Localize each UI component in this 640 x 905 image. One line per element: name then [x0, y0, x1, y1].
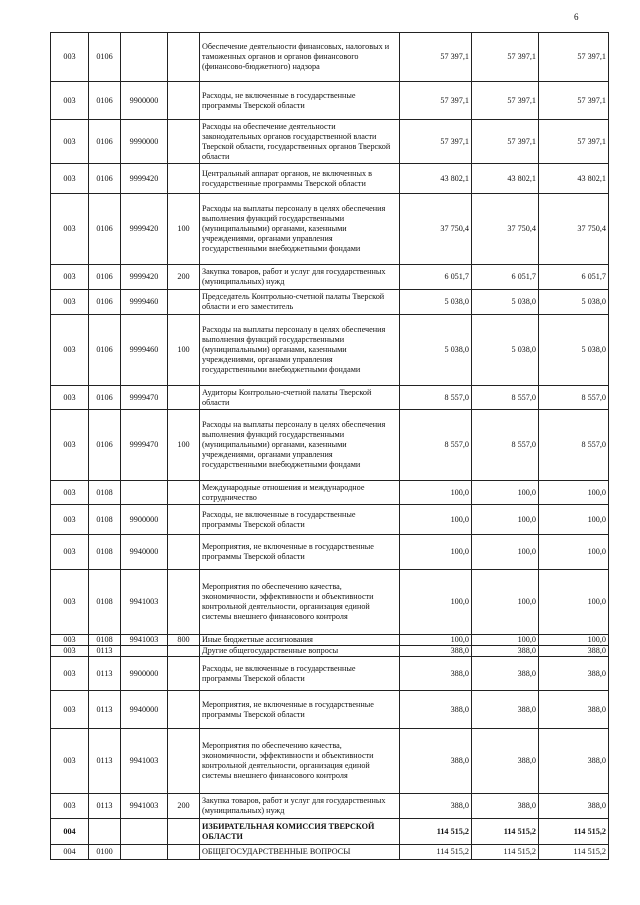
expense-type-cell: [168, 657, 200, 691]
target-article-cell: 9941003: [121, 729, 168, 794]
item-name-cell: Расходы, не включенные в государственные программы Тверской области: [200, 657, 400, 691]
amount-3-cell: 37 750,4: [539, 194, 609, 265]
expense-type-cell: 100: [168, 315, 200, 386]
target-article-cell: 9900000: [121, 82, 168, 120]
chapter-code-cell: 003: [51, 194, 89, 265]
target-article-cell: 9999470: [121, 410, 168, 481]
item-name-cell: Мероприятия по обеспечению качества, экономичности, эффективности и объективности контрольной деятельности, организация единой системы внешнего финансового контроля: [200, 570, 400, 635]
amount-3-cell: 6 051,7: [539, 265, 609, 290]
target-article-cell: [121, 481, 168, 505]
section-code-cell: 0106: [89, 82, 121, 120]
budget-table: [50, 32, 609, 860]
expense-type-cell: [168, 82, 200, 120]
table-row: [51, 386, 609, 410]
amount-1-cell: 100,0: [400, 481, 472, 505]
expense-type-cell: [168, 819, 200, 845]
item-name-cell: Другие общегосударственные вопросы: [200, 646, 400, 657]
amount-2-cell: 114 515,2: [472, 819, 539, 845]
amount-2-cell: 57 397,1: [472, 33, 539, 82]
expense-type-cell: [168, 290, 200, 315]
amount-1-cell: 114 515,2: [400, 819, 472, 845]
amount-2-cell: 388,0: [472, 657, 539, 691]
chapter-code-cell: 003: [51, 481, 89, 505]
target-article-cell: 9941003: [121, 794, 168, 819]
amount-3-cell: 388,0: [539, 794, 609, 819]
amount-3-cell: 114 515,2: [539, 819, 609, 845]
amount-1-cell: 8 557,0: [400, 410, 472, 481]
amount-1-cell: 100,0: [400, 635, 472, 646]
item-name-cell: Мероприятия, не включенные в государственные программы Тверской области: [200, 691, 400, 729]
section-code-cell: 0113: [89, 691, 121, 729]
table-row: [51, 82, 609, 120]
amount-2-cell: 100,0: [472, 481, 539, 505]
target-article-cell: 9940000: [121, 535, 168, 570]
amount-3-cell: 388,0: [539, 657, 609, 691]
amount-1-cell: 388,0: [400, 729, 472, 794]
chapter-code-cell: 003: [51, 635, 89, 646]
item-name-cell: Закупка товаров, работ и услуг для государственных (муниципальных) нужд: [200, 794, 400, 819]
chapter-code-cell: 003: [51, 505, 89, 535]
item-name-cell: Обеспечение деятельности финансовых, налоговых и таможенных органов и органов финансового (финансово-бюджетного) надзора: [200, 33, 400, 82]
amount-3-cell: 100,0: [539, 481, 609, 505]
table-row: [51, 481, 609, 505]
amount-2-cell: 57 397,1: [472, 120, 539, 164]
amount-2-cell: 388,0: [472, 794, 539, 819]
amount-1-cell: 37 750,4: [400, 194, 472, 265]
chapter-code-cell: 003: [51, 570, 89, 635]
amount-1-cell: 388,0: [400, 691, 472, 729]
item-name-cell: Расходы на выплаты персоналу в целях обеспечения выполнения функций государственными (муниципальными) органами, казенными учреждениями, органами управления государственными внебюджетными фондами: [200, 315, 400, 386]
target-article-cell: 9999460: [121, 315, 168, 386]
amount-3-cell: 43 802,1: [539, 164, 609, 194]
amount-2-cell: 5 038,0: [472, 315, 539, 386]
chapter-code-cell: 003: [51, 794, 89, 819]
amount-1-cell: 5 038,0: [400, 290, 472, 315]
target-article-cell: 9900000: [121, 505, 168, 535]
target-article-cell: 9999420: [121, 194, 168, 265]
chapter-code-cell: 003: [51, 657, 89, 691]
section-code-cell: 0106: [89, 33, 121, 82]
amount-1-cell: 57 397,1: [400, 82, 472, 120]
section-code-cell: 0106: [89, 120, 121, 164]
chapter-code-cell: 003: [51, 410, 89, 481]
amount-3-cell: 57 397,1: [539, 82, 609, 120]
expense-type-cell: 200: [168, 265, 200, 290]
amount-3-cell: 114 515,2: [539, 845, 609, 860]
target-article-cell: [121, 845, 168, 860]
expense-type-cell: [168, 386, 200, 410]
expense-type-cell: [168, 691, 200, 729]
page-number: 6: [574, 12, 579, 22]
chapter-code-cell: 003: [51, 120, 89, 164]
table-row: [51, 265, 609, 290]
item-name-cell: Центральный аппарат органов, не включенных в государственные программы Тверской области: [200, 164, 400, 194]
target-article-cell: 9999420: [121, 164, 168, 194]
amount-3-cell: 388,0: [539, 729, 609, 794]
item-name-cell: Аудиторы Контрольно-счетной палаты Тверской области: [200, 386, 400, 410]
section-code-cell: 0113: [89, 657, 121, 691]
amount-1-cell: 100,0: [400, 505, 472, 535]
table-row: [51, 845, 609, 860]
chapter-code-cell: 003: [51, 33, 89, 82]
table-row: [51, 194, 609, 265]
item-name-cell: ИЗБИРАТЕЛЬНАЯ КОМИССИЯ ТВЕРСКОЙ ОБЛАСТИ: [200, 819, 400, 845]
section-code-cell: 0106: [89, 386, 121, 410]
expense-type-cell: [168, 729, 200, 794]
target-article-cell: 9990000: [121, 120, 168, 164]
target-article-cell: 9900000: [121, 657, 168, 691]
amount-3-cell: 100,0: [539, 535, 609, 570]
amount-1-cell: 5 038,0: [400, 315, 472, 386]
section-code-cell: 0106: [89, 290, 121, 315]
target-article-cell: [121, 819, 168, 845]
expense-type-cell: [168, 120, 200, 164]
table-row: [51, 729, 609, 794]
section-code-cell: 0113: [89, 646, 121, 657]
table-row: [51, 410, 609, 481]
table-row: [51, 794, 609, 819]
amount-1-cell: 43 802,1: [400, 164, 472, 194]
amount-2-cell: 43 802,1: [472, 164, 539, 194]
amount-1-cell: 388,0: [400, 646, 472, 657]
table-row: [51, 290, 609, 315]
amount-1-cell: 100,0: [400, 570, 472, 635]
item-name-cell: Председатель Контрольно-счетной палаты Тверской области и его заместитель: [200, 290, 400, 315]
amount-1-cell: 100,0: [400, 535, 472, 570]
amount-1-cell: 6 051,7: [400, 265, 472, 290]
expense-type-cell: 100: [168, 194, 200, 265]
expense-type-cell: [168, 845, 200, 860]
chapter-code-cell: 003: [51, 729, 89, 794]
amount-3-cell: 100,0: [539, 570, 609, 635]
table-row: [51, 535, 609, 570]
amount-1-cell: 388,0: [400, 657, 472, 691]
table-row: [51, 691, 609, 729]
amount-1-cell: 388,0: [400, 794, 472, 819]
section-code-cell: 0113: [89, 794, 121, 819]
amount-3-cell: 5 038,0: [539, 290, 609, 315]
section-code-cell: 0106: [89, 164, 121, 194]
table-row: [51, 33, 609, 82]
table-row: [51, 505, 609, 535]
expense-type-cell: [168, 505, 200, 535]
table-row: [51, 635, 609, 646]
amount-2-cell: 100,0: [472, 535, 539, 570]
amount-3-cell: 100,0: [539, 635, 609, 646]
amount-1-cell: 57 397,1: [400, 33, 472, 82]
amount-1-cell: 8 557,0: [400, 386, 472, 410]
item-name-cell: Международные отношения и международное сотрудничество: [200, 481, 400, 505]
chapter-code-cell: 004: [51, 845, 89, 860]
chapter-code-cell: 003: [51, 265, 89, 290]
amount-2-cell: 37 750,4: [472, 194, 539, 265]
section-code-cell: 0106: [89, 194, 121, 265]
amount-2-cell: 388,0: [472, 646, 539, 657]
amount-2-cell: 100,0: [472, 635, 539, 646]
chapter-code-cell: 003: [51, 290, 89, 315]
section-code-cell: 0106: [89, 315, 121, 386]
chapter-code-cell: 003: [51, 535, 89, 570]
section-code-cell: 0108: [89, 570, 121, 635]
section-code-cell: 0108: [89, 535, 121, 570]
item-name-cell: Расходы на выплаты персоналу в целях обеспечения выполнения функций государственными (муниципальными) органами, казенными учреждениями, органами управления государственными внебюджетными фондами: [200, 410, 400, 481]
expense-type-cell: [168, 646, 200, 657]
table-row: [51, 315, 609, 386]
amount-2-cell: 388,0: [472, 729, 539, 794]
expense-type-cell: [168, 535, 200, 570]
amount-1-cell: 57 397,1: [400, 120, 472, 164]
section-code-cell: [89, 819, 121, 845]
table-row: [51, 570, 609, 635]
item-name-cell: Расходы, не включенные в государственные программы Тверской области: [200, 505, 400, 535]
expense-type-cell: [168, 164, 200, 194]
item-name-cell: Расходы на выплаты персоналу в целях обеспечения выполнения функций государственными (муниципальными) органами, казенными учреждениями, органами управления государственными внебюджетными фондами: [200, 194, 400, 265]
item-name-cell: Мероприятия по обеспечению качества, экономичности, эффективности и объективности контрольной деятельности, организация единой системы внешнего финансового контроля: [200, 729, 400, 794]
item-name-cell: ОБЩЕГОСУДАРСТВЕННЫЕ ВОПРОСЫ: [200, 845, 400, 860]
amount-2-cell: 5 038,0: [472, 290, 539, 315]
section-code-cell: 0100: [89, 845, 121, 860]
amount-2-cell: 8 557,0: [472, 386, 539, 410]
table-row: [51, 646, 609, 657]
target-article-cell: 9941003: [121, 570, 168, 635]
chapter-code-cell: 003: [51, 386, 89, 410]
amount-3-cell: 8 557,0: [539, 386, 609, 410]
amount-1-cell: 114 515,2: [400, 845, 472, 860]
expense-type-cell: 200: [168, 794, 200, 819]
section-code-cell: 0108: [89, 635, 121, 646]
table-row: [51, 657, 609, 691]
target-article-cell: 9941003: [121, 635, 168, 646]
amount-2-cell: 57 397,1: [472, 82, 539, 120]
section-code-cell: 0106: [89, 410, 121, 481]
amount-3-cell: 388,0: [539, 646, 609, 657]
item-name-cell: Иные бюджетные ассигнования: [200, 635, 400, 646]
amount-2-cell: 100,0: [472, 570, 539, 635]
amount-3-cell: 5 038,0: [539, 315, 609, 386]
expense-type-cell: 100: [168, 410, 200, 481]
amount-3-cell: 100,0: [539, 505, 609, 535]
chapter-code-cell: 004: [51, 819, 89, 845]
chapter-code-cell: 003: [51, 164, 89, 194]
amount-2-cell: 100,0: [472, 505, 539, 535]
target-article-cell: [121, 646, 168, 657]
item-name-cell: Расходы, не включенные в государственные программы Тверской области: [200, 82, 400, 120]
chapter-code-cell: 003: [51, 691, 89, 729]
table-row: [51, 164, 609, 194]
target-article-cell: 9999470: [121, 386, 168, 410]
section-code-cell: 0108: [89, 505, 121, 535]
section-code-cell: 0108: [89, 481, 121, 505]
target-article-cell: 9999420: [121, 265, 168, 290]
target-article-cell: 9940000: [121, 691, 168, 729]
amount-2-cell: 114 515,2: [472, 845, 539, 860]
table-row: [51, 819, 609, 845]
amount-3-cell: 8 557,0: [539, 410, 609, 481]
expense-type-cell: [168, 481, 200, 505]
amount-3-cell: 57 397,1: [539, 33, 609, 82]
expense-type-cell: [168, 570, 200, 635]
chapter-code-cell: 003: [51, 82, 89, 120]
amount-3-cell: 57 397,1: [539, 120, 609, 164]
expense-type-cell: 800: [168, 635, 200, 646]
item-name-cell: Расходы на обеспечение деятельности законодательных органов государственной власти Тверской области, государственных органов Тверской области: [200, 120, 400, 164]
item-name-cell: Мероприятия, не включенные в государственные программы Тверской области: [200, 535, 400, 570]
target-article-cell: [121, 33, 168, 82]
section-code-cell: 0113: [89, 729, 121, 794]
item-name-cell: Закупка товаров, работ и услуг для государственных (муниципальных) нужд: [200, 265, 400, 290]
amount-2-cell: 388,0: [472, 691, 539, 729]
amount-2-cell: 6 051,7: [472, 265, 539, 290]
chapter-code-cell: 003: [51, 646, 89, 657]
amount-3-cell: 388,0: [539, 691, 609, 729]
table-row: [51, 120, 609, 164]
expense-type-cell: [168, 33, 200, 82]
target-article-cell: 9999460: [121, 290, 168, 315]
amount-2-cell: 8 557,0: [472, 410, 539, 481]
section-code-cell: 0106: [89, 265, 121, 290]
chapter-code-cell: 003: [51, 315, 89, 386]
